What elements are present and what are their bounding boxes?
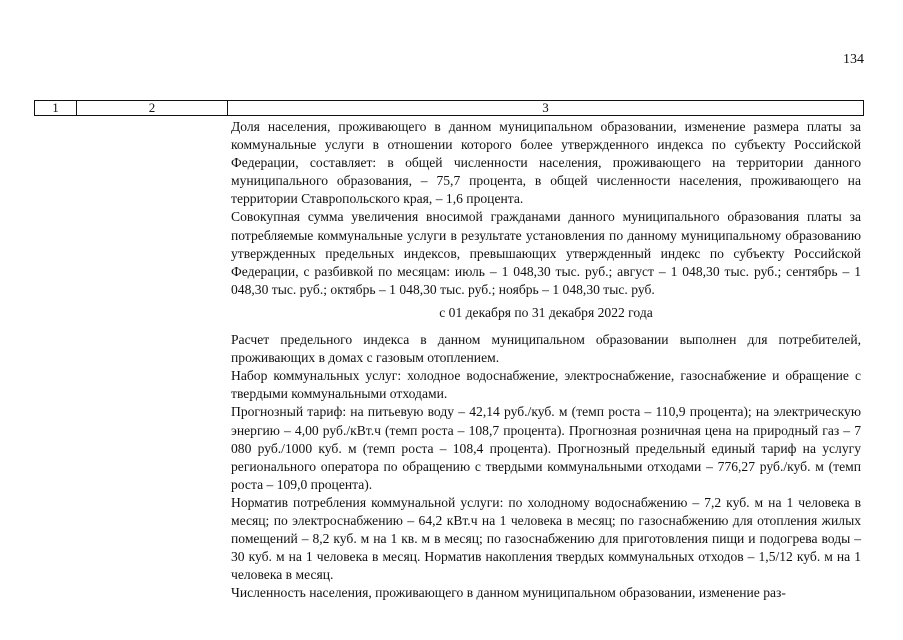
paragraph-population-share: Доля населения, проживающего в данном муниципальном образовании, изменение размера платы за коммунальные услуги в отношении которого более утвержденного индекса по субъекту Российской Федерации, составляет: в общей численности населения, проживающего на территории данного муниципального образования, – 75,7 процента, в общей численности населения, проживающего на территории Ставропольского края, – 1,6 процента.: [231, 119, 861, 207]
table-header-row: [34, 100, 864, 116]
paragraph-forecast-tariff: Прогнозный тариф: на питьевую воду – 42,14 руб./куб. м (темп роста – 110,9 процента); на электрическую энергию – 4,00 руб./кВт.ч (темп роста – 108,7 процента). Прогнозная розничная цена на природный газ – 7 080 руб./1000 куб. м (темп роста – 108,4 процента). Прогнозный предельный единый тариф на услугу регионального оператора по обращению с твердыми коммунальными отходами – 776,27 руб./куб. м (темп роста – 109,0 процента).: [231, 404, 861, 492]
table-header-col1: 1: [35, 101, 77, 115]
table-header-col2: 2: [77, 101, 228, 115]
page-number: 134: [843, 52, 864, 67]
document-body: [231, 118, 861, 602]
paragraph-service-set: Набор коммунальных услуг: холодное водоснабжение, электроснабжение, газоснабжение и обращение с твердыми коммунальными отходами.: [231, 368, 861, 402]
table-header-col3: 3: [542, 100, 549, 115]
paragraph-payment-increase: Совокупная сумма увеличения вносимой гражданами данного муниципального образования платы за потребляемые коммунальные услуги в результате установления по данному муниципальному образованию утвержденных предельных индексов, превышающих утвержденный индекс по субъекту Российской Федерации, с разбивкой по месяцам: июль – 1 048,30 тыс. руб.; август – 1 048,30 тыс. руб.; сентябрь – 1 048,30 тыс. руб.; октябрь – 1 048,30 тыс. руб.; ноябрь – 1 048,30 тыс. руб.: [231, 209, 861, 297]
paragraph-consumption-norm: Норматив потребления коммунальной услуги: по холодному водоснабжению – 7,2 куб. м на 1 человека в месяц; по электроснабжению – 64,2 кВт.ч на 1 человека в месяц; по газоснабжению для отопления жилых помещений – 8,2 куб. м на 1 кв. м в месяц; по газоснабжению для приготовления пищи и подогрева воды – 30 куб. м на 1 человека в месяц. Норматив накопления твердых коммунальных отходов – 1,5/12 куб. м на 1 человека в месяц.: [231, 494, 861, 583]
paragraph-index-calculation: Расчет предельного индекса в данном муниципальном образовании выполнен для потребителей, проживающих в домах с газовым отоплением.: [231, 332, 861, 366]
paragraph-population-count: Численность населения, проживающего в данном муниципальном образовании, изменение раз-: [231, 585, 786, 601]
period-heading: с 01 декабря по 31 декабря 2022 года: [439, 304, 653, 320]
